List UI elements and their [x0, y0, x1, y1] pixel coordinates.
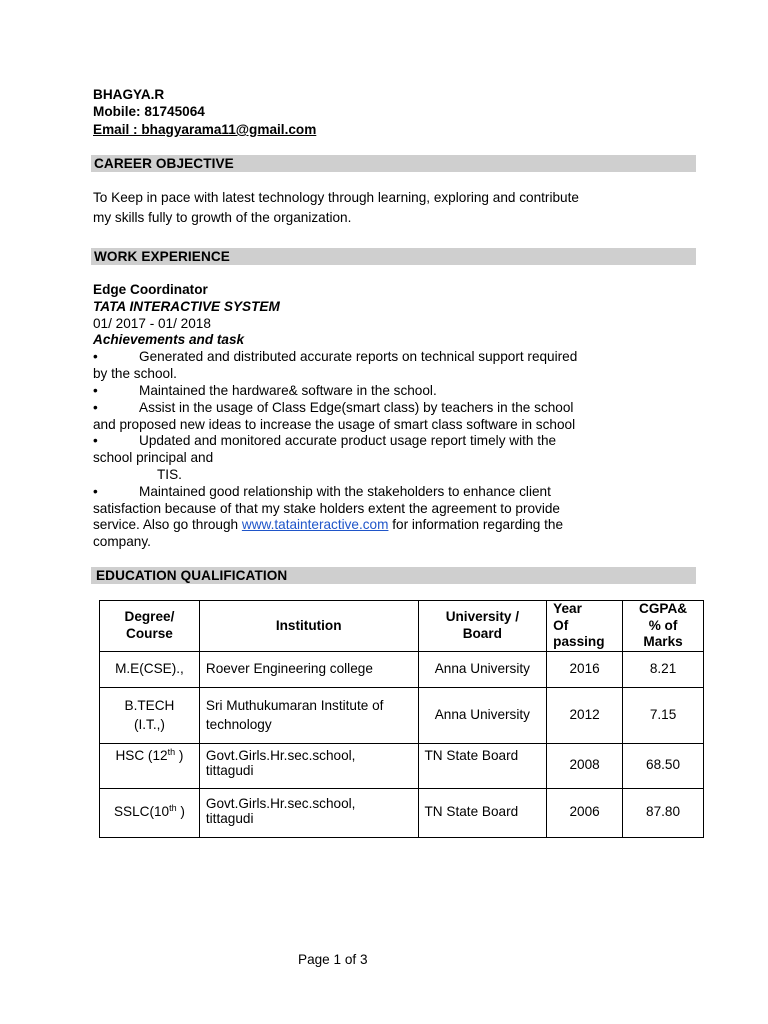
- job-role: Edge Coordinator: [93, 282, 208, 297]
- education-table: [99, 600, 704, 838]
- table-header-row: [100, 601, 704, 652]
- bullet-item-4-cont-2: TIS.: [157, 467, 182, 482]
- cgpa-cell: 87.80: [623, 788, 704, 837]
- candidate-name: BHAGYA.R: [93, 87, 165, 102]
- degree-cell: M.E(CSE).,: [100, 651, 200, 687]
- bullet-item-1: • Generated and distributed accurate reports on technical support required: [93, 349, 578, 364]
- bullet-item-1-cont: by the school.: [93, 366, 177, 381]
- cgpa-cell: 7.15: [623, 687, 704, 743]
- career-objective-heading: CAREER OBJECTIVE: [91, 155, 696, 172]
- bullet-icon: •: [93, 383, 98, 398]
- university-cell: TN State Board: [418, 788, 547, 837]
- bullet-item-5-cont-3: company.: [93, 534, 151, 549]
- table-row: [100, 651, 704, 687]
- job-period: 01/ 2017 - 01/ 2018: [93, 316, 211, 331]
- table-row: [100, 788, 704, 837]
- column-header-institution: Institution: [199, 601, 418, 652]
- institution-cell: Govt.Girls.Hr.sec.school, tittagudi: [199, 743, 418, 788]
- column-header-degree: Degree/ Course: [100, 601, 200, 652]
- career-objective-line-2: my skills fully to growth of the organization.: [93, 209, 352, 225]
- degree-cell: HSC (12th ): [100, 743, 200, 788]
- bullet-icon: •: [93, 349, 98, 364]
- university-cell: Anna University: [418, 651, 547, 687]
- work-experience-heading: WORK EXPERIENCE: [91, 248, 696, 265]
- career-objective-line-1: To Keep in pace with latest technology through learning, exploring and contribute: [93, 190, 579, 205]
- bullet-item-5: • Maintained good relationship with the stakeholders to enhance client: [93, 484, 551, 499]
- table-row: [100, 687, 704, 743]
- year-cell: 2006: [547, 788, 623, 837]
- bullet-item-2: • Maintained the hardware& software in the school.: [93, 383, 437, 398]
- cgpa-cell: 68.50: [623, 743, 704, 788]
- company-name: TATA INTERACTIVE SYSTEM: [93, 299, 280, 314]
- year-cell: 2016: [547, 651, 623, 687]
- mobile-number: Mobile: 81745064: [93, 104, 205, 119]
- bullet-item-3: • Assist in the usage of Class Edge(smart class) by teachers in the school: [93, 400, 574, 415]
- year-cell: 2008: [547, 743, 623, 788]
- bullet-item-5-cont: satisfaction because of that my stake holders extent the agreement to provide: [93, 501, 560, 516]
- year-cell: 2012: [547, 687, 623, 743]
- bullet-icon: •: [93, 400, 98, 415]
- bullet-item-4: • Updated and monitored accurate product usage report timely with the: [93, 433, 557, 448]
- bullet-icon: •: [93, 484, 98, 499]
- bullet-item-3-cont: and proposed new ideas to increase the usage of smart class software in school: [93, 417, 576, 432]
- bullet-item-4-cont: school principal and: [93, 450, 214, 465]
- institution-cell: Sri Muthukumaran Institute of technology: [199, 687, 418, 743]
- education-heading: EDUCATION QUALIFICATION: [91, 567, 696, 584]
- degree-cell: B.TECH (I.T.,): [100, 687, 200, 743]
- bullet-item-5-cont-2: service. Also go through www.tatainteractive.com for information regarding the: [93, 517, 564, 532]
- institution-cell: Govt.Girls.Hr.sec.school, tittagudi: [199, 788, 418, 837]
- column-header-university: University / Board: [418, 601, 547, 652]
- achievements-heading: Achievements and task: [93, 332, 245, 347]
- email-address[interactable]: Email : bhagyarama11@gmail.com: [93, 122, 317, 137]
- column-header-year: Year Of passing: [547, 601, 623, 652]
- cgpa-cell: 8.21: [623, 651, 704, 687]
- career-objective-text: [93, 188, 693, 227]
- page-number: Page 1 of 3: [298, 952, 368, 967]
- degree-cell: SSLC(10th ): [100, 788, 200, 837]
- university-cell: Anna University: [418, 687, 547, 743]
- university-cell: TN State Board: [418, 743, 547, 788]
- company-website-link[interactable]: www.tatainteractive.com: [241, 517, 389, 532]
- institution-cell: Roever Engineering college: [199, 651, 418, 687]
- bullet-icon: •: [93, 433, 98, 448]
- column-header-cgpa: CGPA& % of Marks: [623, 601, 704, 652]
- table-row: [100, 743, 704, 788]
